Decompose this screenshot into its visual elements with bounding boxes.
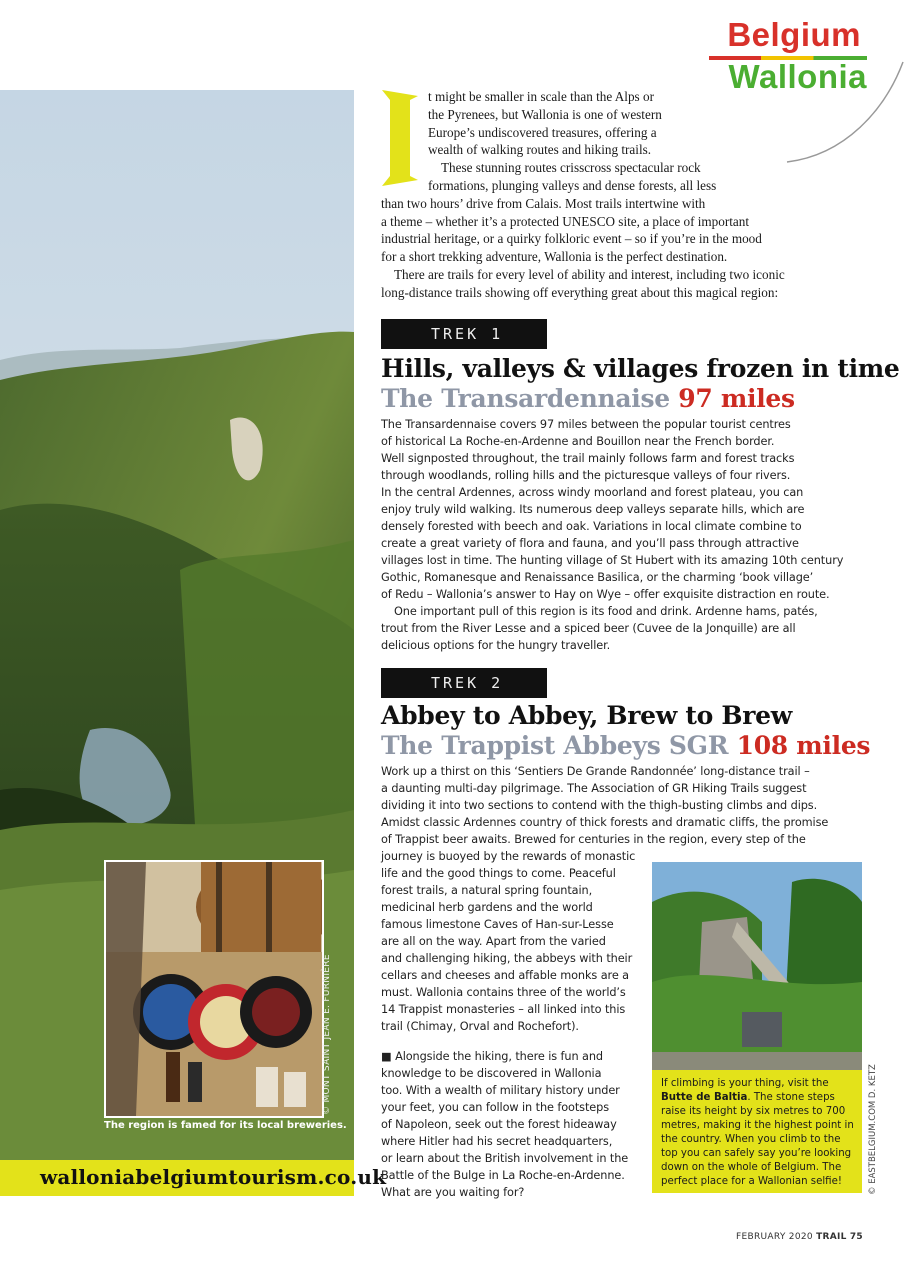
trek-1-line: through woodlands, rolling hills and the picturesque valleys of four rivers. — [381, 469, 791, 482]
trek-1-line: of Redu – Wallonia’s answer to Hay on Wye – offer exquisite distraction en route. — [381, 588, 830, 601]
trek-1-line: villages lost in time. The hunting village of St Hubert with its amazing 10th century — [381, 554, 844, 567]
closing-line: of Napoleon, seek out the forest hideaway — [381, 1118, 617, 1131]
trek-1-tag — [381, 319, 547, 349]
trek-2-subtitle — [381, 731, 870, 760]
trek-1-headline: Hills, valleys & villages frozen in time — [381, 354, 900, 383]
trek-2-line: journey is buoyed by the rewards of monastic — [381, 850, 636, 863]
inset-caption: The region is famed for its local breweries. — [104, 1120, 347, 1131]
closing-line: ■ Alongside the hiking, there is fun and — [381, 1050, 603, 1063]
trek-1-line: densely forested with beech and oak. Variations in local climate combine to — [381, 520, 802, 533]
trek-2-line: dividing it into two sections to contend with the thigh-busting climbs and dips. — [381, 799, 818, 812]
closing-line: your feet, you can follow in the footsteps — [381, 1101, 609, 1114]
closing-line: too. With a wealth of military history under — [381, 1084, 620, 1097]
intro-line: Europe’s undiscovered treasures, offering a — [428, 124, 657, 140]
footer-issue: FEBRUARY 2020 — [736, 1232, 813, 1242]
intro-line: than two hours’ drive from Calais. Most trails intertwine with — [381, 195, 706, 211]
intro-line: a theme – whether it’s a protected UNESCO site, a place of important — [381, 213, 750, 229]
trek-1-tag-label: TREK 1 — [431, 325, 504, 343]
page-footer — [736, 1232, 863, 1242]
butte-info-body: . The stone steps raise its height by six metres to 700 metres, making it the highest point in the country. When you climb to the top you can safely say you’re looking down on the whole of Belgium. The perfect place for a Wallonian selfie! — [661, 1092, 854, 1187]
intro-line: for a short trekking adventure, Wallonia is the perfect destination. — [381, 249, 728, 265]
trek-1-line: Gothic, Romanesque and Renaissance Basilica, or the charming ‘book village’ — [381, 571, 814, 584]
intro-line: industrial heritage, or a quirky folkloric event – so if you’re in the mood — [381, 231, 762, 247]
trek-1-line: trout from the River Lesse and a spiced beer (Cuvee de la Jonquille) are all — [381, 622, 796, 635]
trek-2-line: life and the good things to come. Peaceful — [381, 867, 616, 880]
brand-wallonia: Wallonia — [728, 58, 867, 95]
left-photo-credit: © MONT SAINT JEAN E. FURNIÈRE — [322, 954, 332, 1115]
footer-magazine: TRAIL — [816, 1232, 847, 1242]
intro-line: long-distance trails showing off everything great about this magical region: — [381, 284, 779, 300]
right-photo-credit: © EASTBELGIUM.COM D. KETZ — [868, 1064, 878, 1195]
trek-1-trail-name: The Transardennaise — [381, 384, 670, 413]
trek-2-line: trail (Chimay, Orval and Rochefort). — [381, 1020, 579, 1033]
trek-1-line: One important pull of this region is its food and drink. Ardenne hams, patés, — [394, 605, 818, 618]
trek-2-line: must. Wallonia contains three of the world’s — [381, 986, 626, 999]
intro-line: These stunning routes crisscross spectacular rock — [441, 160, 701, 176]
closing-line: where Hitler had his secret headquarters, — [381, 1135, 613, 1148]
brewery-inset-photo — [104, 860, 324, 1118]
trek-1-distance: 97 miles — [678, 384, 795, 413]
trek-1-line: Well signposted throughout, the trail mainly follows farm and forest tracks — [381, 452, 795, 465]
trek-2-line: medicinal herb gardens and the world — [381, 901, 593, 914]
footer-page-number: 75 — [849, 1232, 863, 1242]
trek-2-trail-name: The Trappist Abbeys SGR — [381, 731, 729, 760]
trek-2-line: Work up a thirst on this ‘Sentiers De Grande Randonnée’ long-distance trail – — [381, 765, 810, 778]
intro-line: the Pyrenees, but Wallonia is one of western — [428, 106, 662, 122]
trek-1-line: of historical La Roche-en-Ardenne and Bouillon near the French border. — [381, 435, 775, 448]
trek-2-line: 14 Trappist monasteries – all linked into this — [381, 1003, 626, 1016]
trek-2-line: forest trails, a natural spring fountain, — [381, 884, 593, 897]
decorative-curve — [785, 60, 905, 170]
butte-info-intro: If climbing is your thing, visit the — [661, 1078, 829, 1089]
trek-2-headline: Abbey to Abbey, Brew to Brew — [381, 701, 792, 730]
trek-2-tag-label: TREK 2 — [431, 674, 504, 692]
intro-line: wealth of walking routes and hiking trails. — [428, 142, 652, 158]
intro-line: formations, plunging valleys and dense forests, all less — [428, 178, 717, 193]
trek-2-line: and challenging hiking, the abbeys with their — [381, 952, 633, 965]
tourism-url-link[interactable]: walloniabelgiumtourism.co.uk — [40, 1165, 387, 1189]
trek-1-subtitle — [381, 384, 795, 413]
trek-2-line: are all on the way. Apart from the varied — [381, 935, 606, 948]
closing-line: knowledge to be discovered in Wallonia — [381, 1067, 602, 1080]
trek-2-tag — [381, 668, 547, 698]
trek-2-line: of Trappist beer awaits. Brewed for centuries in the region, every step of the — [381, 833, 806, 846]
closing-line: or learn about the British involvement in the — [381, 1152, 629, 1165]
trek-1-line: delicious options for the hungry traveller. — [381, 639, 611, 652]
trek-1-line: The Transardennaise covers 97 miles between the popular tourist centres — [381, 418, 791, 431]
trek-2-line: famous limestone Caves of Han-sur-Lesse — [381, 918, 614, 931]
butte-info-text — [661, 1077, 857, 1189]
butte-de-baltia-photo — [652, 862, 862, 1070]
trek-1-line: create a great variety of flora and fauna, and you’ll pass through attractive — [381, 537, 799, 550]
trek-1-line: In the central Ardennes, across windy moorland and forest plateau, you can — [381, 486, 804, 499]
brand-belgium: Belgium — [727, 16, 861, 53]
butte-info-highlight: Butte de Baltia — [661, 1092, 748, 1103]
intro-line: There are trails for every level of ability and interest, including two iconic — [394, 267, 785, 282]
trek-2-line: cellars and cheeses and affable monks are a — [381, 969, 629, 982]
trek-2-line: Amidst classic Ardennes country of thick forests and dramatic cliffs, the promise — [381, 816, 829, 829]
trek-2-distance: 108 miles — [736, 731, 871, 760]
trek-2-line: a daunting multi-day pilgrimage. The Association of GR Hiking Trails suggest — [381, 782, 807, 795]
dropcap-letter-i — [380, 90, 420, 186]
intro-line: t might be smaller in scale than the Alps or — [428, 89, 654, 104]
closing-line: What are you waiting for? — [381, 1186, 525, 1199]
closing-line: Battle of the Bulge in La Roche-en-Ardenne. — [381, 1169, 625, 1182]
trek-1-line: enjoy truly wild walking. Its numerous deep valleys separate hills, which are — [381, 503, 805, 516]
